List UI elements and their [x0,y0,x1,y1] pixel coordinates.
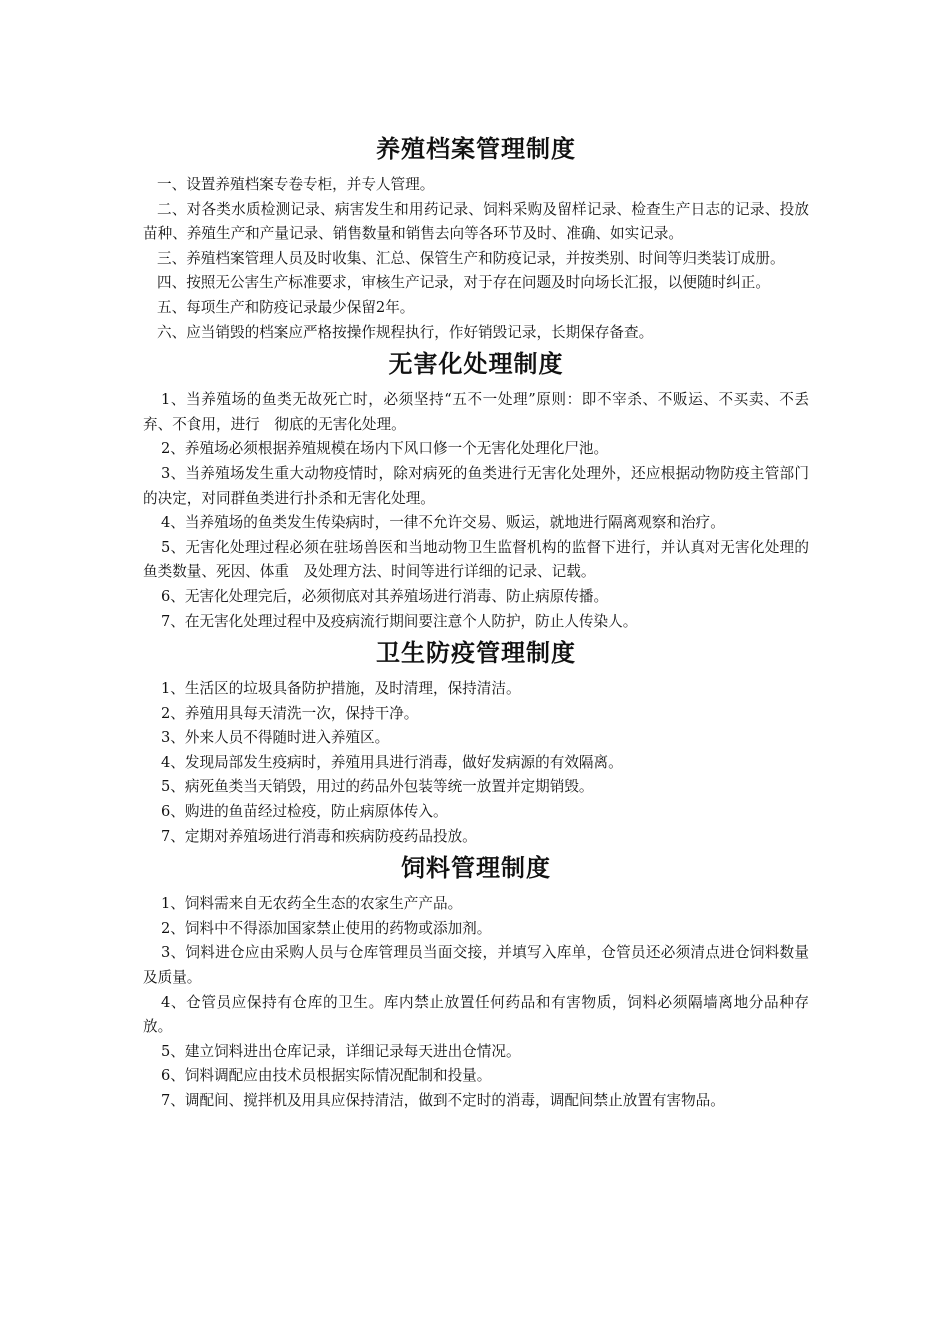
paragraph: 六、应当销毁的档案应严格按操作规程执行，作好销毁记录，长期保存备查。 [157,323,654,341]
paragraph: 三、养殖档案管理人员及时收集、汇总、保管生产和防疫记录，并按类别、时间等归类装订成册。 [157,249,785,267]
section-hygiene-epidemic [143,638,809,849]
paragraph: 7、定期对养殖场进行消毒和疾病防疫药品投放。 [161,827,477,845]
section-title: 卫生防疫管理制度 [376,638,576,668]
paragraph: 3、饲料进仓应由采购人员与仓库管理员当面交接，并填写入库单，仓管员还必须清点进仓饲料数量及质量。 [143,944,809,987]
paragraph: 5、建立饲料进出仓库记录，详细记录每天进出仓情况。 [161,1042,521,1060]
paragraph: 7、调配间、搅拌机及用具应保持清洁，做到不定时的消毒，调配间禁止放置有害物品。 [161,1092,725,1109]
section-title: 无害化处理制度 [388,349,564,379]
paragraph: 7、在无害化处理过程中及疫病流行期间要注意个人防护，防止人传染人。 [161,612,638,630]
document-page [143,128,809,1114]
paragraph: 3、当养殖场发生重大动物疫情时，除对病死的鱼类进行无害化处理外，还应根据动物防疫主管部门的决定，对同群鱼类进行扑杀和无害化处理。 [143,464,809,507]
paragraph: 二、对各类水质检测记录、病害发生和用药记录、饲料采购及留样记录、检查生产日志的记录、投放苗种、养殖生产和产量记录、销售数量和销售去向等各环节及时、准确、如实记录。 [143,200,809,243]
paragraph: 5、无害化处理过程必须在驻场兽医和当地动物卫生监督机构的监督下进行，并认真对无害化处理的鱼类数量、死因、体重 及处理方法、时间等进行详细的记录、记载。 [143,538,809,581]
section-feed-management [143,853,809,1113]
paragraph: 1、当养殖场的鱼类无故死亡时，必须坚持“五不一处理”原则：即不宰杀、不贩运、不买卖、不丢弃、不食用，进行 彻底的无害化处理。 [143,391,809,433]
section-title: 养殖档案管理制度 [376,134,576,163]
paragraph: 4、仓管员应保持有仓库的卫生。库内禁止放置任何药品和有害物质，饲料必须隔墙离地分品种存放。 [143,993,809,1036]
paragraph: 2、饲料中不得添加国家禁止使用的药物或添加剂。 [161,919,492,937]
paragraph: 1、饲料需来自无农药全生态的农家生产产品。 [161,895,463,913]
paragraph: 6、购进的鱼苗经过检疫，防止病原体传入。 [161,803,448,821]
paragraph: 5、病死鱼类当天销毁，用过的药品外包装等统一放置并定期销毁。 [161,778,594,796]
paragraph: 1、生活区的垃圾具备防护措施，及时清理，保持清洁。 [161,680,521,698]
paragraph: 6、无害化处理完后，必须彻底对其养殖场进行消毒、防止病原传播。 [161,587,609,605]
paragraph: 一、设置养殖档案专卷专柜，并专人管理。 [157,176,435,193]
paragraph: 4、当养殖场的鱼类发生传染病时，一律不允许交易、贩运，就地进行隔离观察和治疗。 [161,514,725,532]
section-title: 饲料管理制度 [401,853,551,883]
paragraph: 2、养殖用具每天清洗一次，保持干净。 [161,704,419,722]
paragraph: 3、外来人员不得随时进入养殖区。 [161,729,390,747]
paragraph: 4、发现局部发生疫病时，养殖用具进行消毒，做好发病源的有效隔离。 [161,753,623,771]
paragraph: 五、每项生产和防疫记录最少保留2年。 [157,298,415,316]
paragraph: 6、饲料调配应由技术员根据实际情况配制和投量。 [161,1067,492,1085]
paragraph: 2、养殖场必须根据养殖规模在场内下风口修一个无害化处理化尸池。 [161,440,609,458]
section-harmless-treatment [143,349,809,634]
paragraph: 四、按照无公害生产标准要求，审核生产记录，对于存在问题及时向场长汇报，以便随时纠正。 [157,274,770,292]
section-breeding-archive [143,134,809,345]
